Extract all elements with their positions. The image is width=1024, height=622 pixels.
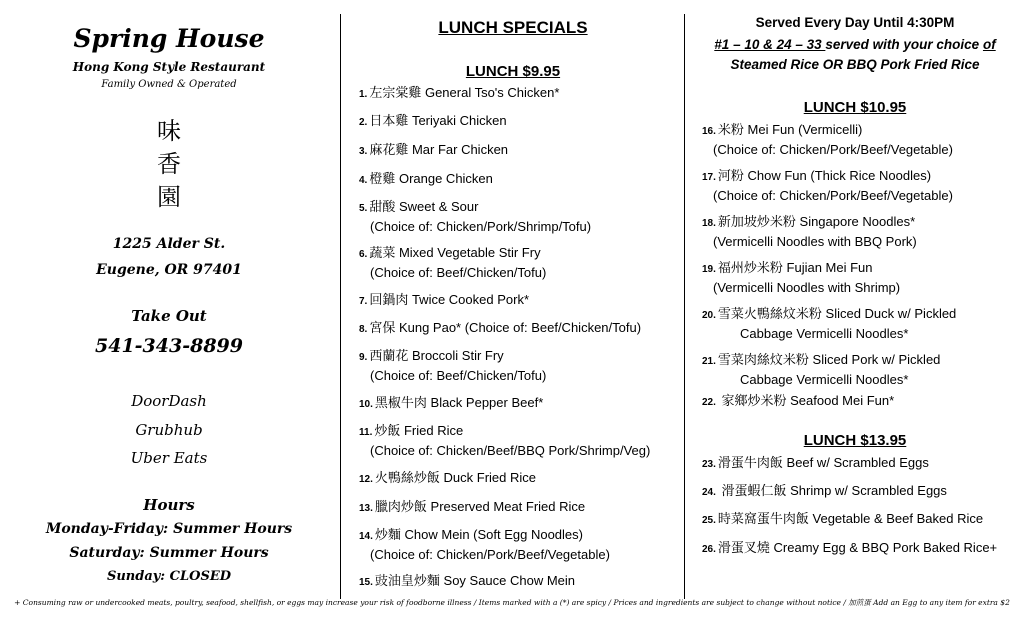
served-choice-line — [686, 37, 1024, 52]
menu-item-options: (Choice of: Chicken/Beef/BBQ Pork/Shrimp/Veg) — [370, 443, 651, 458]
menu-item-name: 滑蛋蝦仁飯 Shrimp w/ Scrambled Eggs — [717, 483, 947, 498]
menu-item-number: 2. — [359, 117, 368, 128]
menu-heading: LUNCH SPECIALS — [438, 18, 588, 37]
menu-item-name: 日本雞 Teriyaki Chicken — [369, 113, 507, 128]
menu-item — [359, 526, 610, 564]
address-line-1: 1225 Alder St. — [112, 236, 226, 252]
menu-item — [359, 572, 575, 592]
menu-item-number: 6. — [359, 249, 368, 260]
menu-item-number: 20. — [702, 310, 716, 321]
menu-item-options: Cabbage Vermicelli Noodles* — [740, 326, 909, 341]
menu-item-options: Cabbage Vermicelli Noodles* — [740, 372, 909, 387]
menu-item-number: 8. — [359, 324, 368, 335]
chinese-name-char: 味 — [157, 117, 181, 145]
menu-item-number: 25. — [702, 515, 716, 526]
menu-item-number: 15. — [359, 577, 373, 588]
menu-item — [702, 510, 983, 530]
menu-item-name: 麻花雞 Mar Far Chicken — [369, 142, 509, 157]
price-heading-10-95: LUNCH $10.95 — [803, 99, 907, 116]
menu-item-options: (Choice of: Chicken/Pork/Beef/Vegetable) — [370, 547, 610, 562]
menu-item-name: 滑蛋叉燒 Creamy Egg & BBQ Pork Baked Rice+ — [717, 540, 998, 555]
served-item-range: #1 – 10 & 24 – 33 — [714, 37, 826, 52]
column-divider — [340, 14, 341, 599]
menu-item — [359, 422, 650, 460]
restaurant-tagline: Family Owned & Operated — [101, 79, 237, 90]
hours-saturday: Saturday: Summer Hours — [69, 545, 269, 561]
lunch-specials-column — [343, 0, 683, 622]
hours-sunday: Sunday: CLOSED — [106, 569, 232, 584]
menu-item-name: 黑椒牛肉 Black Pepper Beef* — [374, 395, 544, 410]
menu-item-number: 26. — [702, 544, 716, 555]
menu-item — [359, 347, 546, 385]
menu-item — [702, 167, 953, 205]
menu-item — [702, 121, 953, 159]
restaurant-name: Spring House — [73, 24, 265, 53]
footnote: + Consuming raw or undercooked meats, poultry, seafood, shellfish, or eggs may increase your risk of foodborne illness / Items marked with a (*) are spicy / Prices and ingredients are subject to change without notice / 加煎蛋 Add an Egg to any item for extra $2 — [14, 598, 1010, 607]
menu-item-name: 回鍋肉 Twice Cooked Pork* — [369, 292, 530, 307]
menu-item-name: 米粉 Mei Fun (Vermicelli) — [717, 122, 863, 137]
menu-item-options: (Vermicelli Noodles with BBQ Pork) — [713, 234, 917, 249]
menu-item-name: 西蘭花 Broccoli Stir Fry — [369, 348, 504, 363]
served-choice-text: served with your choice — [825, 37, 983, 52]
menu-item — [702, 351, 940, 389]
menu-item-name: 炒飯 Fried Rice — [374, 423, 464, 438]
menu-item-name: 滑蛋牛肉飯 Beef w/ Scrambled Eggs — [717, 455, 929, 470]
menu-item-name: 宮保 Kung Pao* (Choice of: Beef/Chicken/Tofu) — [369, 320, 642, 335]
menu-item-name: 蔬菜 Mixed Vegetable Stir Fry — [369, 245, 541, 260]
menu-item-name: 河粉 Chow Fun (Thick Rice Noodles) — [717, 168, 932, 183]
menu-item-name: 火鴨絲炒飯 Duck Fried Rice — [374, 470, 536, 485]
menu-item-number: 7. — [359, 296, 368, 307]
menu-item-number: 11. — [359, 427, 373, 438]
menu-item — [359, 141, 508, 161]
menu-item-number: 1. — [359, 89, 368, 100]
column-divider — [684, 14, 685, 599]
lunch-specials-column-2 — [686, 0, 1024, 622]
menu-item-name: 雪菜火鴨絲炆米粉 Sliced Duck w/ Pickled — [717, 306, 957, 321]
delivery-ubereats: Uber Eats — [130, 449, 208, 467]
menu-item — [359, 84, 559, 104]
menu-item-options: (Vermicelli Noodles with Shrimp) — [713, 280, 901, 295]
menu-item — [359, 469, 536, 489]
menu-item-number: 24. — [702, 487, 716, 498]
price-heading-9-95: LUNCH $9.95 — [465, 63, 561, 80]
price-heading-13-95: LUNCH $13.95 — [803, 432, 907, 449]
menu-item-number: 9. — [359, 352, 368, 363]
menu-item-options: (Choice of: Beef/Chicken/Tofu) — [370, 265, 547, 280]
menu-item-options: (Choice of: Chicken/Pork/Beef/Vegetable) — [713, 188, 953, 203]
restaurant-subtitle: Hong Kong Style Restaurant — [72, 60, 266, 74]
restaurant-info-column — [0, 0, 338, 622]
menu-item-number: 13. — [359, 503, 373, 514]
menu-item — [359, 198, 591, 236]
phone-number: 541-343-8899 — [95, 335, 243, 357]
hours-label: Hours — [143, 496, 195, 514]
menu-item-name: 橙雞 Orange Chicken — [369, 171, 493, 186]
chinese-name-char: 香 — [157, 150, 181, 178]
menu-item — [702, 392, 894, 412]
menu-item — [702, 305, 956, 343]
menu-item — [702, 259, 900, 297]
menu-item-options: (Choice of: Beef/Chicken/Tofu) — [370, 368, 547, 383]
menu-item — [702, 213, 917, 251]
menu-item-options: (Choice of: Chicken/Pork/Shrimp/Tofu) — [370, 219, 592, 234]
menu-item-number: 4. — [359, 175, 368, 186]
chinese-name-char: 園 — [157, 183, 181, 211]
delivery-grubhub: Grubhub — [135, 421, 203, 439]
takeout-label: Take Out — [131, 307, 207, 325]
menu-item — [359, 170, 493, 190]
menu-item-name: 時菜窩蛋牛肉飯 Vegetable & Beef Baked Rice — [717, 511, 984, 526]
menu-item — [359, 498, 585, 518]
menu-item — [359, 291, 529, 311]
menu-item-name: 雪菜肉絲炆米粉 Sliced Pork w/ Pickled — [717, 352, 941, 367]
menu-item-number: 3. — [359, 146, 368, 157]
menu-item — [359, 244, 546, 282]
menu-item-name: 新加坡炒米粉 Singapore Noodles* — [717, 214, 916, 229]
served-until: Served Every Day Until 4:30PM — [755, 15, 955, 30]
menu-item-number: 17. — [702, 172, 716, 183]
menu-item — [702, 482, 947, 502]
menu-item-number: 21. — [702, 356, 716, 367]
menu-item-name: 甜酸 Sweet & Sour — [369, 199, 479, 214]
menu-item-number: 14. — [359, 531, 373, 542]
menu-item-number: 5. — [359, 203, 368, 214]
menu-item — [359, 394, 543, 414]
menu-item-number: 19. — [702, 264, 716, 275]
address-line-2: Eugene, OR 97401 — [96, 262, 242, 278]
menu-item — [702, 539, 997, 559]
menu-item-number: 10. — [359, 399, 373, 410]
hours-weekday: Monday-Friday: Summer Hours — [45, 521, 293, 537]
menu-item — [702, 454, 929, 474]
menu-item-number: 23. — [702, 459, 716, 470]
delivery-doordash: DoorDash — [131, 392, 207, 410]
menu-item — [359, 319, 641, 339]
menu-item — [359, 112, 507, 132]
menu-item-name: 豉油皇炒麵 Soy Sauce Chow Mein — [374, 573, 576, 588]
menu-item-number: 22. — [702, 397, 716, 408]
menu-item-number: 16. — [702, 126, 716, 137]
menu-item-name: 左宗棠雞 General Tso's Chicken* — [369, 85, 560, 100]
served-choice-of: of — [982, 37, 996, 52]
menu-item-name: 福州炒米粉 Fujian Mei Fun — [717, 260, 873, 275]
menu-item-number: 12. — [359, 474, 373, 485]
menu-item-name: 家鄉炒米粉 Seafood Mei Fun* — [717, 393, 895, 408]
served-rice-options: Steamed Rice OR BBQ Pork Fried Rice — [730, 57, 980, 72]
menu-item-name: 臘肉炒飯 Preserved Meat Fried Rice — [374, 499, 586, 514]
menu-item-options: (Choice of: Chicken/Pork/Beef/Vegetable) — [713, 142, 953, 157]
menu-item-name: 炒麵 Chow Mein (Soft Egg Noodles) — [374, 527, 583, 542]
menu-item-number: 18. — [702, 218, 716, 229]
